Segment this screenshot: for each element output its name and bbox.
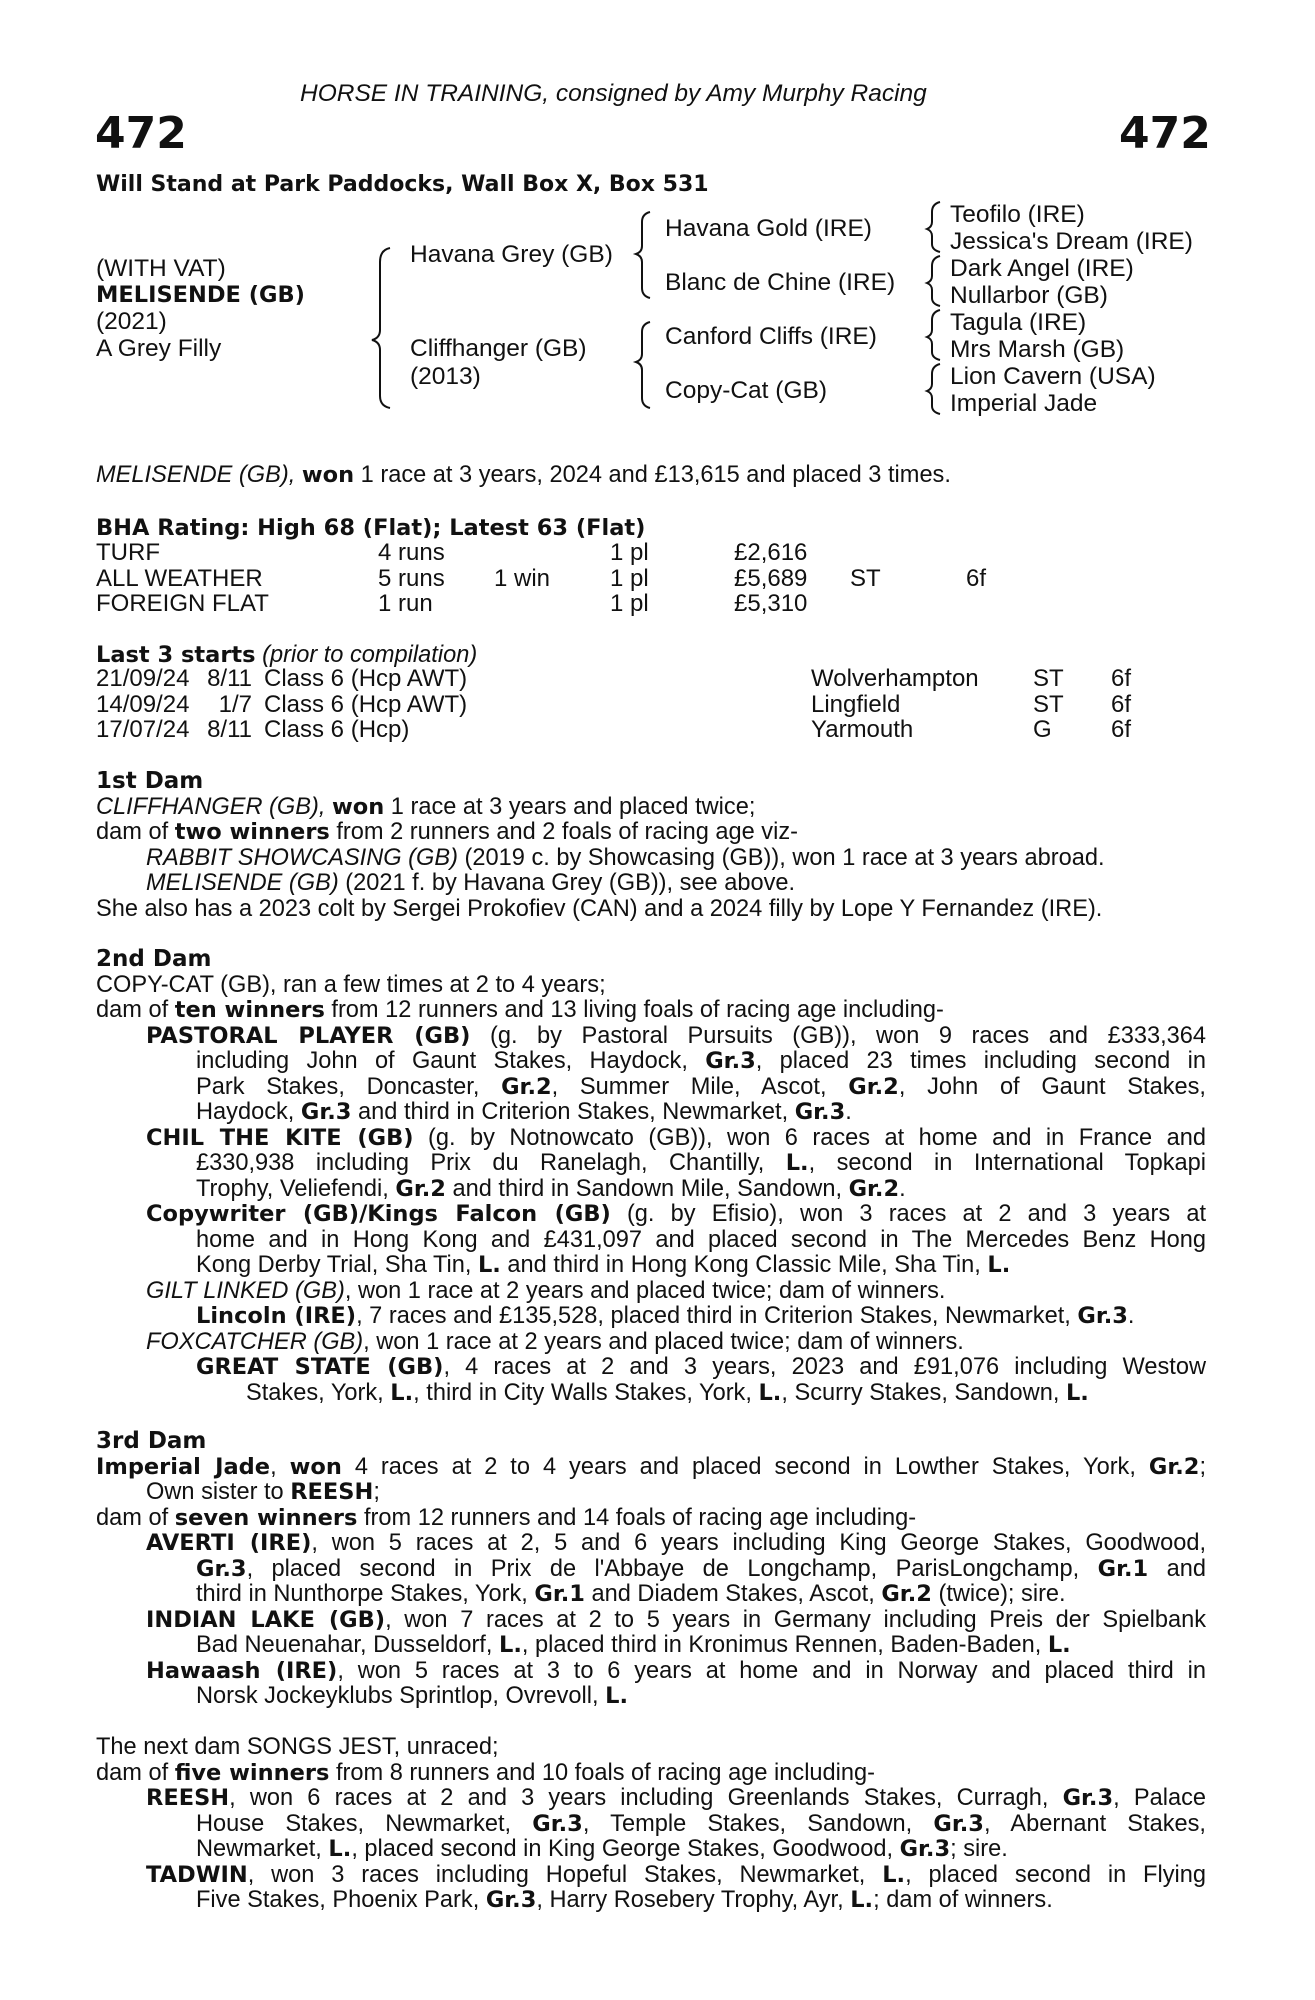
progeny-entry-cont: Gr.3, placed second in Prix de l'Abbaye de Longchamp, ParisLongchamp, Gr.1 and bbox=[196, 1555, 1207, 1582]
record-row bbox=[96, 591, 986, 617]
record-runs: 4 runs bbox=[378, 539, 445, 566]
record-wins bbox=[494, 591, 610, 617]
second-dam-section bbox=[96, 947, 1206, 1406]
summary-won: won bbox=[301, 462, 355, 488]
start-race: Class 6 (Hcp AWT) bbox=[264, 690, 468, 718]
start-date: 14/09/24 bbox=[96, 690, 190, 718]
progeny-entry-cont: Haydock, Gr.3 and third in Criterion Stakes, Newmarket, Gr.3. bbox=[196, 1099, 852, 1125]
g-dds: Lion Cavern (USA) bbox=[950, 363, 1156, 390]
progeny-entry-cont: £330,938 including Prix du Ranelagh, Chantilly, L., second in International Topkapi bbox=[196, 1150, 1206, 1176]
g4-bracket bbox=[927, 364, 940, 414]
progeny-entry: TADWIN, won 3 races including Hopeful Stakes, Newmarket, L., placed second in Flying bbox=[146, 1861, 1206, 1888]
start-position: 1/7 bbox=[218, 690, 252, 718]
record-distance: 6f bbox=[966, 564, 987, 592]
progeny-entry-cont: Park Stakes, Doncaster, Gr.2, Summer Mile, Ascot, Gr.2, John of Gaunt Stakes, bbox=[196, 1073, 1206, 1100]
sire-sire: Havana Gold (IRE) bbox=[665, 215, 872, 242]
vat-label: (WITH VAT) bbox=[96, 255, 226, 282]
last-starts-table bbox=[96, 666, 1131, 743]
progeny-entry: Copywriter (GB)/Kings Falcon (GB) (g. by Efisio), won 3 races at 2 and 3 years at bbox=[146, 1201, 1206, 1227]
third-dam-sister: Own sister to REESH; bbox=[146, 1479, 380, 1505]
grand-progeny-entry: Lincoln (IRE), 7 races and £135,528, placed third in Criterion Stakes, Newmarket, Gr.3. bbox=[196, 1303, 1135, 1329]
start-course: Wolverhampton bbox=[811, 665, 979, 692]
first-dam-section bbox=[96, 769, 1206, 922]
sire-name: Havana Grey (GB) bbox=[410, 241, 613, 268]
summary-horse: MELISENDE (GB) bbox=[96, 462, 289, 488]
dam-name: Cliffhanger (GB) bbox=[410, 335, 587, 362]
progeny-entry: Hawaash (IRE), won 5 races at 3 to 6 years at home and in Norway and placed third in bbox=[146, 1657, 1206, 1684]
summary-text: 1 race at 3 years, 2024 and £13,615 and placed 3 times. bbox=[354, 462, 951, 488]
g-ssd: Jessica's Dream (IRE) bbox=[950, 228, 1193, 255]
start-row bbox=[96, 692, 1131, 718]
record-placed: 1 pl bbox=[610, 564, 649, 592]
bha-rating-title: BHA Rating: High 68 (Flat); Latest 63 (Flat) bbox=[96, 515, 646, 541]
progeny-entry-cont: including John of Gaunt Stakes, Haydock, Gr.3, placed 23 times including second in bbox=[196, 1048, 1206, 1074]
g-dss: Tagula (IRE) bbox=[950, 309, 1087, 336]
record-distance bbox=[966, 540, 986, 566]
third-dam-heading: 3rd Dam bbox=[96, 1428, 207, 1454]
fourth-dam-line: The next dam SONGS JEST, unraced; bbox=[96, 1734, 499, 1760]
progeny-entry-cont: Bad Neuenahar, Dusseldorf, L., placed third in Kronimus Rennen, Baden-Baden, L. bbox=[196, 1632, 1071, 1658]
progeny-entry: FOXCATCHER (GB), won 1 race at 2 years and placed twice; dam of winners. bbox=[146, 1328, 964, 1355]
start-position: 8/11 bbox=[207, 665, 252, 692]
start-date: 17/07/24 bbox=[96, 716, 190, 743]
grand-progeny-entry: GREAT STATE (GB), 4 races at 2 and 3 years, 2023 and £91,076 including Westow bbox=[196, 1354, 1207, 1380]
second-dam-heading: 2nd Dam bbox=[96, 946, 212, 972]
third-dam-line: Imperial Jade, won 4 races at 2 to 4 years and placed second in Lowther Stakes, York, Gr.2; bbox=[96, 1453, 1206, 1480]
start-row bbox=[96, 666, 1131, 692]
record-wins: 1 win bbox=[494, 564, 551, 592]
start-going: ST bbox=[1033, 690, 1064, 718]
start-distance: 6f bbox=[1111, 716, 1132, 743]
progeny-entry-cont: Kong Derby Trial, Sha Tin, L. and third in Hong Kong Classic Mile, Sha Tin, L. bbox=[196, 1252, 1011, 1278]
g-sds: Dark Angel (IRE) bbox=[950, 255, 1134, 282]
start-going: G bbox=[1033, 716, 1052, 743]
progeny-entry: AVERTI (IRE), won 5 races at 2, 5 and 6 years including King George Stakes, Goodwood, bbox=[146, 1530, 1207, 1556]
record-row bbox=[96, 566, 986, 592]
sire-dam-bracket bbox=[372, 248, 390, 408]
record-table bbox=[96, 540, 986, 617]
record-row bbox=[96, 540, 986, 566]
progeny-entry-cont: House Stakes, Newmarket, Gr.3, Temple Stakes, Sandown, Gr.3, Abernant Stakes, bbox=[196, 1810, 1206, 1837]
dam-year: (2013) bbox=[410, 363, 481, 390]
start-distance: 6f bbox=[1111, 665, 1132, 692]
sire-dam: Blanc de Chine (IRE) bbox=[665, 269, 896, 296]
progeny-entry-cont: home and in Hong Kong and £431,097 and placed second in The Mercedes Benz Hong bbox=[196, 1226, 1206, 1253]
lot-number-right: 472 bbox=[1119, 108, 1211, 159]
progeny-entry-cont: Five Stakes, Phoenix Park, Gr.3, Harry Rosebery Trophy, Ayr, L.; dam of winners. bbox=[196, 1887, 1053, 1913]
start-course: Lingfield bbox=[811, 690, 901, 718]
fourth-dam-produce: dam of five winners from 8 runners and 10 foals of racing age including- bbox=[96, 1759, 876, 1786]
record-going bbox=[850, 591, 966, 617]
g3-bracket bbox=[927, 310, 940, 360]
g-sss: Teofilo (IRE) bbox=[950, 201, 1085, 228]
lot-number-left: 472 bbox=[95, 108, 187, 159]
progeny-entry-cont: Stakes, York, L., third in City Walls Stakes, York, L., Scurry Stakes, Sandown, L. bbox=[246, 1379, 1089, 1406]
start-race: Class 6 (Hcp AWT) bbox=[264, 665, 468, 692]
record-wins bbox=[494, 540, 610, 566]
box-location: Will Stand at Park Paddocks, Wall Box X, Box 531 bbox=[96, 172, 709, 197]
progeny-entry-cont: Norsk Jockeyklubs Sprintlop, Ovrevoll, L. bbox=[196, 1683, 628, 1709]
record-placed: 1 pl bbox=[610, 539, 649, 566]
record-runs: 1 run bbox=[378, 590, 433, 617]
record-going: ST bbox=[850, 564, 881, 592]
record-surface: FOREIGN FLAT bbox=[96, 590, 269, 617]
dam-sire: Canford Cliffs (IRE) bbox=[665, 323, 877, 350]
first-dam-heading: 1st Dam bbox=[96, 768, 204, 794]
start-course: Yarmouth bbox=[811, 716, 914, 743]
first-dam-produce: dam of two winners from 2 runners and 2 foals of racing age viz- bbox=[96, 819, 798, 845]
record-surface: ALL WEATHER bbox=[96, 564, 263, 592]
horse-year: (2021) bbox=[96, 308, 167, 335]
second-dam-line: COPY-CAT (GB), ran a few times at 2 to 4 years; bbox=[96, 971, 606, 998]
record-surface: TURF bbox=[96, 539, 160, 566]
record-going bbox=[850, 540, 966, 566]
first-dam-note: She also has a 2023 colt by Sergei Prokofiev (CAN) and a 2024 filly by Lope Y Fernandez (IRE). bbox=[96, 895, 1103, 922]
progeny-entry: GILT LINKED (GB), won 1 race at 2 years and placed twice; dam of winners. bbox=[146, 1277, 946, 1304]
g-sdd: Nullarbor (GB) bbox=[950, 282, 1108, 309]
progeny-entry: REESH, won 6 races at 2 and 3 years including Greenlands Stakes, Curragh, Gr.3, Palace bbox=[146, 1785, 1206, 1811]
record-distance bbox=[966, 591, 986, 617]
record-prize: £5,689 bbox=[734, 564, 808, 592]
race-summary: MELISENDE (GB), won 1 race at 3 years, 2024 and £13,615 and placed 3 times. bbox=[96, 462, 951, 488]
last-starts-heading: Last 3 starts bbox=[96, 642, 256, 668]
start-going: ST bbox=[1033, 665, 1064, 692]
progeny-entry: INDIAN LAKE (GB), won 7 races at 2 to 5 years in Germany including Preis der Spielbank bbox=[146, 1606, 1206, 1633]
g1-bracket bbox=[927, 202, 940, 252]
consignment-line: HORSE IN TRAINING, consigned by Amy Murphy Racing bbox=[300, 80, 927, 107]
g-dsd: Mrs Marsh (GB) bbox=[950, 336, 1125, 363]
last-starts-note: (prior to compilation) bbox=[255, 642, 478, 668]
third-dam-produce: dam of seven winners from 12 runners and 14 foals of racing age including- bbox=[96, 1504, 917, 1531]
record-runs: 5 runs bbox=[378, 564, 445, 592]
progeny-entry-cont: Trophy, Veliefendi, Gr.2 and third in Sandown Mile, Sandown, Gr.2. bbox=[196, 1175, 906, 1202]
fourth-dam-section bbox=[96, 1735, 1206, 1914]
dam-bracket bbox=[636, 322, 650, 408]
dam-dam: Copy-Cat (GB) bbox=[665, 377, 828, 404]
record-prize: £5,310 bbox=[734, 590, 808, 617]
progeny-entry-cont: third in Nunthorpe Stakes, York, Gr.1 and Diadem Stakes, Ascot, Gr.2 (twice); sire. bbox=[196, 1581, 1066, 1607]
progeny-entry: CHIL THE KITE (GB) (g. by Notnowcato (GB)), won 6 races at home and in France and bbox=[146, 1124, 1207, 1151]
second-dam-produce: dam of ten winners from 12 runners and 13 living foals of racing age including- bbox=[96, 997, 944, 1023]
first-dam-progeny: RABBIT SHOWCASING (GB) (2019 c. by Showcasing (GB)), won 1 race at 3 years abroad. bbox=[146, 844, 1105, 871]
record-prize: £2,616 bbox=[734, 539, 808, 566]
record-placed: 1 pl bbox=[610, 590, 649, 617]
start-date: 21/09/24 bbox=[96, 665, 190, 692]
start-race: Class 6 (Hcp) bbox=[264, 716, 410, 743]
start-distance: 6f bbox=[1111, 690, 1132, 718]
start-row bbox=[96, 717, 1131, 743]
horse-name: MELISENDE (GB) bbox=[96, 282, 305, 308]
g2-bracket bbox=[927, 256, 940, 306]
start-position: 8/11 bbox=[207, 716, 252, 743]
progeny-entry: PASTORAL PLAYER (GB) (g. by Pastoral Pursuits (GB)), won 9 races and £333,364 bbox=[146, 1022, 1206, 1049]
horse-description: A Grey Filly bbox=[96, 335, 222, 362]
first-dam-progeny: MELISENDE (GB) (2021 f. by Havana Grey (GB)), see above. bbox=[146, 870, 796, 896]
progeny-entry-cont: Newmarket, L., placed second in King George Stakes, Goodwood, Gr.3; sire. bbox=[196, 1836, 1008, 1862]
third-dam-section bbox=[96, 1429, 1206, 1710]
first-dam-line: CLIFFHANGER (GB), won 1 race at 3 years and placed twice; bbox=[96, 793, 756, 820]
sire-bracket bbox=[636, 212, 650, 298]
g-ddd: Imperial Jade bbox=[950, 390, 1098, 417]
